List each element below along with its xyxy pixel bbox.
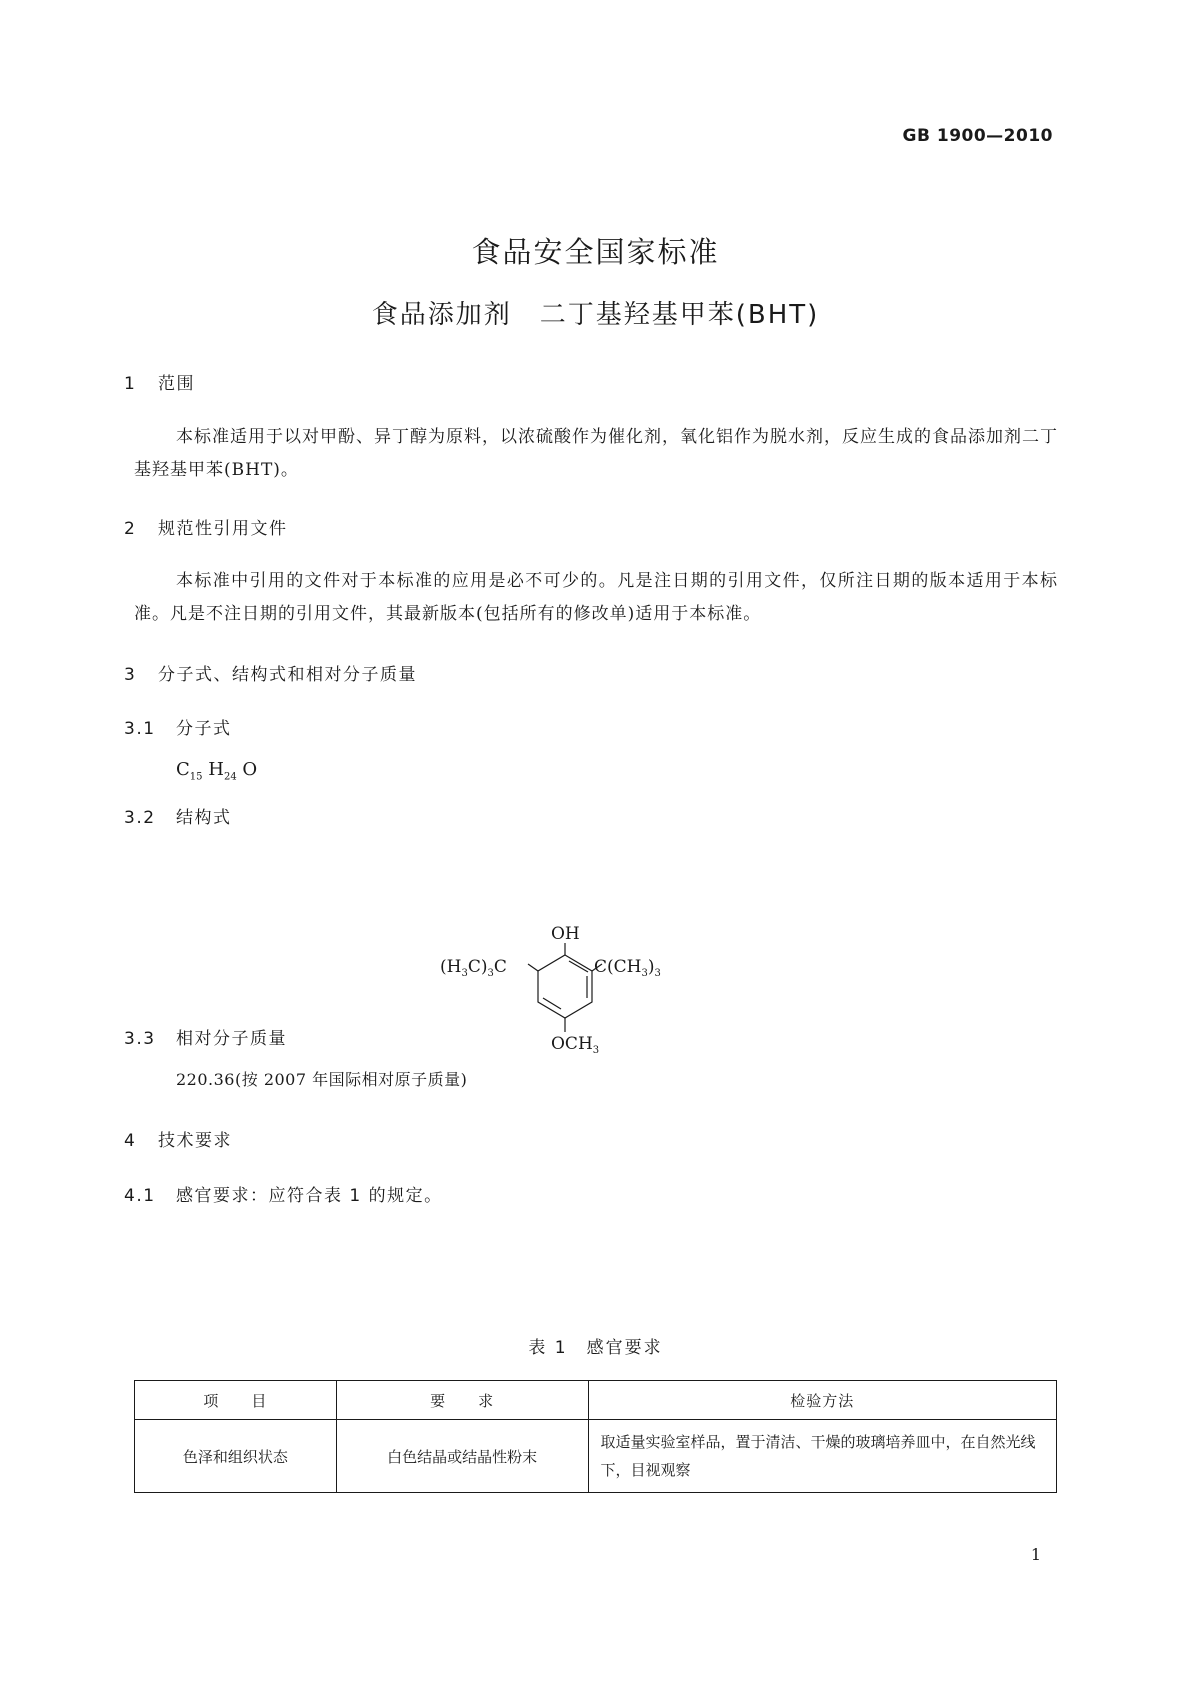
sensory-requirements-table <box>134 1380 1057 1493</box>
paragraph-text: 本标准适用于以对甲酚、异丁醇为原料，以浓硫酸作为催化剂，氧化铝作为脱水剂，反应生成的食品添加剂二丁基羟基甲苯(BHT)。 <box>134 427 1058 480</box>
section-2-heading <box>124 514 288 539</box>
bond-left <box>528 964 538 971</box>
section-4-1-heading <box>124 1181 443 1206</box>
section-number: 3.2 <box>124 808 156 828</box>
section-number: 3.3 <box>124 1029 156 1049</box>
structural-formula <box>440 924 750 1065</box>
section-1-paragraph <box>134 421 1058 487</box>
section-title: 范围 <box>158 374 195 394</box>
table-header-cell: 要 求 <box>336 1381 588 1420</box>
table-header-cell: 检验方法 <box>588 1381 1056 1420</box>
table-cell: 白色结晶或结晶性粉末 <box>336 1420 588 1493</box>
section-number: 3.1 <box>124 719 156 739</box>
section-title: 分子式、结构式和相对分子质量 <box>158 665 417 685</box>
section-title: 感官要求：应符合表 1 的规定。 <box>176 1186 443 1206</box>
document-title: 食品安全国家标准 <box>471 235 720 269</box>
section-title: 分子式 <box>176 719 232 739</box>
right-substituent-label: $C(CH_3)_3$ <box>594 957 661 979</box>
section-3-heading <box>124 660 417 685</box>
page-number: 1 <box>1030 1545 1041 1564</box>
left-substituent-label: $(H_3C)_3C$ <box>440 957 507 979</box>
section-1-heading <box>124 369 195 394</box>
section-title: 相对分子质量 <box>176 1029 287 1049</box>
section-number: 3 <box>124 665 137 685</box>
section-3-3-heading <box>124 1024 287 1049</box>
table-row <box>135 1420 1057 1493</box>
section-4-heading <box>124 1126 232 1151</box>
section-title: 结构式 <box>176 808 232 828</box>
section-number: 2 <box>124 519 137 539</box>
table-cell: 取适量实验室样品，置于清洁、干燥的玻璃培养皿中，在自然光线下，目视观察 <box>588 1420 1056 1493</box>
section-number: 4.1 <box>124 1186 156 1206</box>
section-3-1-heading <box>124 714 232 739</box>
formula-element: O <box>242 759 258 780</box>
formula-element: H <box>208 759 224 780</box>
formula-element: C <box>176 759 190 780</box>
bottom-substituent-label: $OCH_3$ <box>551 1034 600 1056</box>
section-2-paragraph <box>134 565 1058 631</box>
ring-outline <box>538 955 592 1018</box>
document-subtitle: 食品添加剂 二丁基羟基甲苯(BHT) <box>371 300 820 330</box>
molecular-formula <box>176 759 257 783</box>
benzene-ring <box>528 943 602 1032</box>
oh-label: OH <box>551 924 580 944</box>
formula-subscript: 24 <box>223 771 237 783</box>
standard-code: GB 1900—2010 <box>902 126 1053 146</box>
section-title: 规范性引用文件 <box>158 519 288 539</box>
section-number: 1 <box>124 374 137 394</box>
table-cell: 色泽和组织状态 <box>135 1420 337 1493</box>
table-caption: 表 1 感官要求 <box>528 1338 663 1358</box>
paragraph-text: 本标准中引用的文件对于本标准的应用是必不可少的。凡是注日期的引用文件，仅所注日期的版本适用于本标准。凡是不注日期的引用文件，其最新版本(包括所有的修改单)适用于本标准。 <box>134 571 1058 624</box>
table-header-cell: 项 目 <box>135 1381 337 1420</box>
formula-subscript: 15 <box>189 771 203 783</box>
molar-mass: 220.36(按 2007 年国际相对原子质量) <box>176 1070 468 1089</box>
table-header-row <box>135 1381 1057 1420</box>
ring-double-bond <box>543 998 561 1009</box>
section-title: 技术要求 <box>158 1131 232 1151</box>
section-3-2-heading <box>124 803 232 828</box>
section-number: 4 <box>124 1131 137 1151</box>
